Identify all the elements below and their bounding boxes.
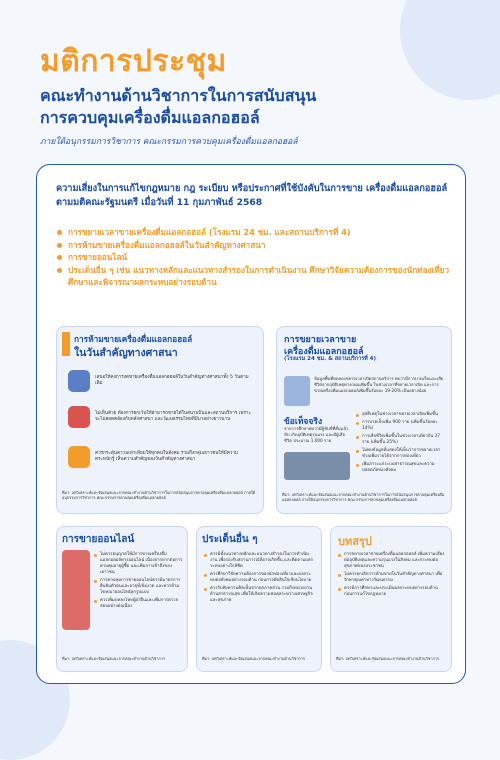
- card-source-note: ที่มา: บทวิเคราะห์และข้อเสนอแนะจากคณะทำงานด้านวิชาการ: [62, 656, 165, 661]
- hours-bullet: ไม่พบข้อมูลที่แสดงให้เห็นว่าการขยายเวลาช่วยเพิ่มรายได้จากการท่องเที่ยว: [356, 448, 446, 460]
- card-hours-title-1: การขยายเวลาขาย: [284, 335, 357, 345]
- card-summary-title: บทสรุป: [338, 535, 372, 548]
- hours-bullets: [356, 412, 446, 476]
- hours-bullet: การเสียชีวิตเพิ่มขึ้นในช่วงเวลาเดียวกัน 37 ราย (เพิ่มขึ้น 25%): [356, 434, 446, 446]
- hours-bullet: เพิ่มภาระแก่ระบบสาธารณสุขและความปลอดภัยของสังคม: [356, 462, 446, 474]
- card-source-note: ที่มา: บทวิเคราะห์และข้อเสนอแนะจากคณะทำงานด้านวิชาการ: [202, 656, 305, 661]
- fact-title: ข้อเท็จจริง: [284, 417, 323, 427]
- summary-bullet: ควรมีการศึกษาและประเมินผลกระทบอย่างรอบด้านก่อนการแก้ไขกฎหมาย: [338, 586, 446, 598]
- summary-bullet: ไม่ควรยกเลิกการห้ามขายในวันสำคัญทางศาสนา เพื่อรักษาคุณค่าทางวัฒนธรรม: [338, 572, 446, 584]
- religion-row-text: ควรกระตุ้นความเท่าเทียมให้ทุกคนในสังคม รวมถึงกลุ่มเยาวชนให้มีความตระหนักรู้ เห็นความสำคัญของวันสำคัญทางศาสนา: [95, 450, 238, 462]
- card-religious-days-title-1: การห้ามขายเครื่องดื่มแอลกอฮอล์: [74, 334, 193, 344]
- religion-row: [68, 446, 254, 468]
- online-shop-illustration: [62, 550, 90, 630]
- card-source-note: ที่มา: บทวิเคราะห์และข้อเสนอแนะจากคณะทำงานด้านวิชาการในการสนับสนุนการควบคุมเครื่องดื่มแอลกอฮอล์ ภายใต้อนุกรรมการวิชาการ คณะกรรมการควบคุมเครื่องดื่มแอลกอฮอล์: [62, 490, 256, 500]
- religion-row: [68, 406, 254, 428]
- page-subtitle-line1: คณะทำงานด้านวิชาการในการสนับสนุน: [40, 86, 317, 105]
- building-image: [284, 376, 310, 406]
- card-source-note: ที่มา: บทวิเคราะห์และข้อเสนอแนะจากคณะทำงานด้านวิชาการในการสนับสนุนการควบคุมเครื่องดื่มแอลกอฮอล์ ภายใต้อนุกรรมการวิชาการ คณะกรรมการควบคุมเครื่องดื่มแอลกอฮอล์: [282, 492, 445, 502]
- card-hours-subtitle: (โรงแรม 24 ชม. & สถานบริการที่ 4): [284, 356, 377, 362]
- online-bullet: ควรเพิ่มบทลงโทษผู้ฝ่าฝืนและเพิ่มการตรวจสอบอย่างต่อเนื่อง: [94, 598, 184, 610]
- other-bullet: ควรมีทั้งแนวทางหลักและแนวทางสำรองในการดำเนินงาน เพื่อรองรับสถานการณ์ที่อาจเกิดขึ้น และติดตามผลกระทบอย่างใกล้ชิด: [204, 552, 316, 570]
- card-title-accent: [62, 332, 70, 356]
- hours-bullet: อุบัติเหตุในช่วงเวลาขยายเวลาเปิดเพิ่มขึ้น: [356, 412, 446, 418]
- card-hours-title-2: เครื่องดื่มแอลกอฮอล์: [284, 347, 364, 357]
- community-icon: [68, 446, 90, 468]
- other-bullet: ควรรับฟังความคิดเห็นจากทุกภาคส่วน รวมถึงหน่วยงานด้านสาธารณสุข เพื่อให้เกิดความสมดุลระหว่างเศรษฐกิจและสุขภาพ: [204, 586, 316, 604]
- card-source-note: ที่มา: บทวิเคราะห์และข้อเสนอแนะจากคณะทำงานด้านวิชาการ: [336, 656, 439, 661]
- religion-row-text: เสนอให้คงการงดขายเครื่องดื่มแอลกอฮอล์ในวันสำคัญทางศาสนาทั้ง 5 วันตามเดิม: [95, 374, 249, 386]
- online-bullet: ไม่ควรอนุญาตให้มีการขายเครื่องดื่มแอลกอฮอล์ทางออนไลน์ เนื่องจากยากต่อการควบคุมอายุผู้ซื้อ และเพิ่มการเข้าถึงของเยาวชน: [94, 552, 184, 576]
- summary-bullet: การขยายเวลาขายเครื่องดื่มแอลกอฮอล์ เพิ่มความเสี่ยงต่ออุบัติเหตุและความรุนแรงในสังคม และกระทบต่อสุขภาพของประชาชน: [338, 552, 446, 570]
- religion-row: [68, 370, 254, 392]
- prohibited-drink-icon: [68, 406, 90, 428]
- other-bullets: [204, 552, 316, 606]
- risk-item: การขายออนไลน์: [56, 251, 456, 264]
- temple-icon: [68, 370, 90, 392]
- card-religious-days-title-2: ในวันสำคัญทางศาสนา: [74, 347, 178, 359]
- summary-bullets: [338, 552, 446, 600]
- card-other-title: ประเด็นอื่น ๆ: [202, 534, 258, 545]
- page-subtitle-line2: การควบคุมเครื่องดื่มแอลกอฮอล์: [40, 108, 260, 127]
- bg-decoration-top-right: [400, 0, 500, 100]
- hours-bullet: การบาดเจ็บเพิ่ม 900 ราย (เพิ่มขึ้นร้อยละ 14%): [356, 420, 446, 432]
- accident-image: [284, 452, 350, 480]
- online-bullets: [94, 552, 184, 612]
- card-hours-intro: ข้อมูลพื้นที่ทดลองขยายเวลาเปิดสถานบริการ พบว่ามีการบาดเจ็บและเสียชีวิตจากอุบัติเหตุทางถนนเพิ่มขึ้น ในช่วงเวลาที่ขยายเวลาเปิด และการขายเครื่องดื่มแอลกอฮอล์เพิ่มขึ้นร้อยละ 19-20% เป็นอย่างน้อย: [314, 376, 444, 393]
- risk-item: ประเด็นอื่น ๆ เช่น แนวทางหลักและแนวทางสำรองในการดำเนินงาน ศึกษาวิจัยความต้องการของนักท่องเที่ยว ศึกษาและพิจารณาผลกระทบอย่างรอบด้าน: [56, 264, 456, 289]
- risk-item: การขยายเวลาขายเครื่องดื่มแอลกอฮอล์ (โรงแรม 24 ชม. และสถานบริการที่ 4): [56, 226, 456, 239]
- page-source-note: ภายใต้อนุกรรมการวิชาการ คณะกรรมการควบคุมเครื่องดื่มแอลกอฮอล์: [40, 137, 298, 147]
- fact-text: จากการศึกษาพบว่ามีผู้ขับขี่ที่ดื่มแล้วขับ เกิดอุบัติเหตุรุนแรง และมีผู้เสียชีวิต ประมาณ 1,000 ราย: [284, 426, 349, 443]
- online-bullet: การควบคุมการขายออนไลน์ควรมีมาตรการยืนยันตัวตนและอายุที่เข้มงวด และควรห้ามโฆษณาออนไลน์ทุกรูปแบบ: [94, 578, 184, 596]
- risk-list: [56, 226, 456, 289]
- risk-heading: ความเสี่ยงในการแก้ไขกฎหมาย กฎ ระเบียบ หรือประกาศที่ใช้บังคับในการขาย เครื่องดื่มแอลกอฮอล์ตามมติคณะรัฐมนตรี เมื่อวันที่ 11 กุมภาพันธ์ 2568: [56, 183, 448, 208]
- other-bullet: ควรศึกษาวิจัยความต้องการของนักท่องเที่ยวและผลกระทบต่อสังคมอย่างรอบด้าน ก่อนการตัดสินใจเชิงนโยบาย: [204, 572, 316, 584]
- religion-row-text: ไม่เห็นด้วย ต้องการยกเว้นให้สามารถขายได้ในสนามบินและสถานบริการ เพราะจะไม่สอดคล้องกับหลักศาสนา และวัฒนธรรมไทยที่มีมาอย่างยาวนาน: [95, 410, 251, 422]
- card-online-title: การขายออนไลน์: [62, 534, 135, 545]
- risk-item: การห้ามขายเครื่องดื่มแอลกอฮอล์ในวันสำคัญทางศาสนา: [56, 239, 456, 252]
- page-title: มติการประชุม: [40, 44, 227, 79]
